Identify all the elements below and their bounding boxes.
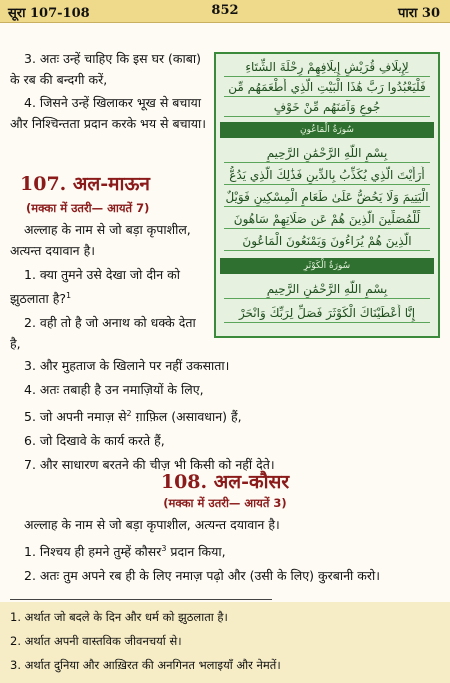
arabic-line: إِنَّا أَعْطَيْنَاكَ الْكَوْثَرَ فَصَلِّ لِرَبِّكَ وَانْحَرْ (224, 304, 430, 323)
verse-2: 2. अतः तुम अपने रब ही के लिए नमाज़ पढ़ो और (उसी के लिए) कुरबानी करो। (24, 568, 380, 584)
verse-3: 3. अतः उन्हें चाहिए कि इस घर (काबा) के रब की बन्दगी करें, (10, 51, 202, 87)
footnote-1: 1. अर्थात जो बदले के दिन और धर्म को झुठलाता है। (10, 610, 228, 624)
surah-107-body-full (10, 355, 442, 475)
surah-name-band: سُورَةُ الْكَوْثَرِ (220, 258, 434, 274)
surah-title: 107. अल-माऊन (20, 173, 150, 195)
arabic-line: جُوعٍ وَآمَنَهُم مِّنْ خَوْفٍ (224, 98, 430, 117)
verse-2: 2. वही तो है जो अनाथ को धक्के देता है, (10, 315, 196, 352)
footnote-divider (10, 599, 272, 600)
arabic-bismillah: بِسْمِ اللَّهِ الرَّحْمَٰنِ الرَّحِيمِ (224, 280, 430, 299)
verse-4: 4. अतः तबाही है उन नमाज़ियों के लिए, (24, 382, 204, 397)
arabic-line: الَّذِينَ هُمْ يُرَاءُونَ وَيَمْنَعُونَ الْمَاعُونَ (224, 232, 430, 251)
bismillah: अल्लाह के नाम से जो बड़ा कृपाशील, अत्यन्त दयावान है। (24, 517, 280, 532)
surah-range: सूरा 107-108 (8, 6, 90, 21)
arabic-line: لِّلْمُصَلِّينَ الَّذِينَ هُمْ عَن صَلَاتِهِمْ سَاهُونَ (224, 210, 430, 229)
bismillah: अल्लाह के नाम से जो बड़ा कृपाशील, अत्यन्त दयावान है। (10, 222, 191, 258)
surah-meta: (मक्का में उतरी— आयतें 7) (26, 201, 150, 215)
surah-107-body (10, 219, 208, 354)
surah-title: 108. अल-कौसर (160, 471, 290, 493)
footnotes (0, 602, 450, 683)
page-number: 852 (211, 3, 239, 18)
para-number: पारा 30 (397, 6, 440, 21)
arabic-bismillah: بِسْمِ اللَّهِ الرَّحْمَٰنِ الرَّحِيمِ (224, 144, 430, 163)
verse-3: 3. और मुहताज के खिलाने पर नहीं उकसाता। (24, 358, 230, 373)
verse-5: 5. जो अपनी नमाज़ से$^2$ ग़ाफ़िल (असावधान) हैं, (24, 409, 242, 425)
arabic-line: أَرَأَيْتَ الَّذِي يُكَذِّبُ بِالدِّينِ فَذَٰلِكَ الَّذِي يَدُعُّ (224, 166, 430, 185)
verse-1: 1. क्या तुमने उसे देखा जो दीन को झुठलाता है?$^1$ (10, 267, 181, 307)
arabic-line: لِإِيلَافِ قُرَيْشٍ إِيلَافِهِمْ رِحْلَةَ الشِّتَاءِ (224, 58, 430, 77)
surah-meta: (मक्का में उतरी— आयतें 3) (163, 496, 287, 510)
verse-7: 7. और साधारण बरतने की चीज़ भी किसी को नहीं देते। (24, 457, 275, 473)
footnote-3: 3. अर्थात दुनिया और आख़िरत की अनगिनत भलाइयाँ और नेमतें। (10, 658, 281, 672)
arabic-text-panel (214, 52, 440, 338)
surah-name-band: سُورَةُ الْمَاعُونِ (220, 122, 434, 138)
top-verses (10, 48, 208, 134)
verse-6: 6. जो दिखावे के कार्य करते हैं, (24, 433, 165, 449)
verse-4: 4. जिसने उन्हें खिलाकर भूख से बचाया और निश्चिन्तता प्रदान करके भय से बचाया। (10, 95, 207, 131)
footnote-2: 2. अर्थात अपनी वास्तविक जीवनचर्या से। (10, 634, 182, 648)
surah-108-body (10, 514, 442, 586)
page-header (0, 0, 450, 23)
verse-1: 1. निश्चय ही हमने तुम्हें कौसर$^3$ प्रदान किया, (24, 544, 226, 560)
arabic-line: الْيَتِيمَ وَلَا يَحُضُّ عَلَىٰ طَعَامِ الْمِسْكِينِ فَوَيْلٌ (224, 188, 430, 207)
arabic-line: فَلْيَعْبُدُوا رَبَّ هَٰذَا الْبَيْتِ الَّذِي أَطْعَمَهُم مِّن (224, 78, 430, 97)
